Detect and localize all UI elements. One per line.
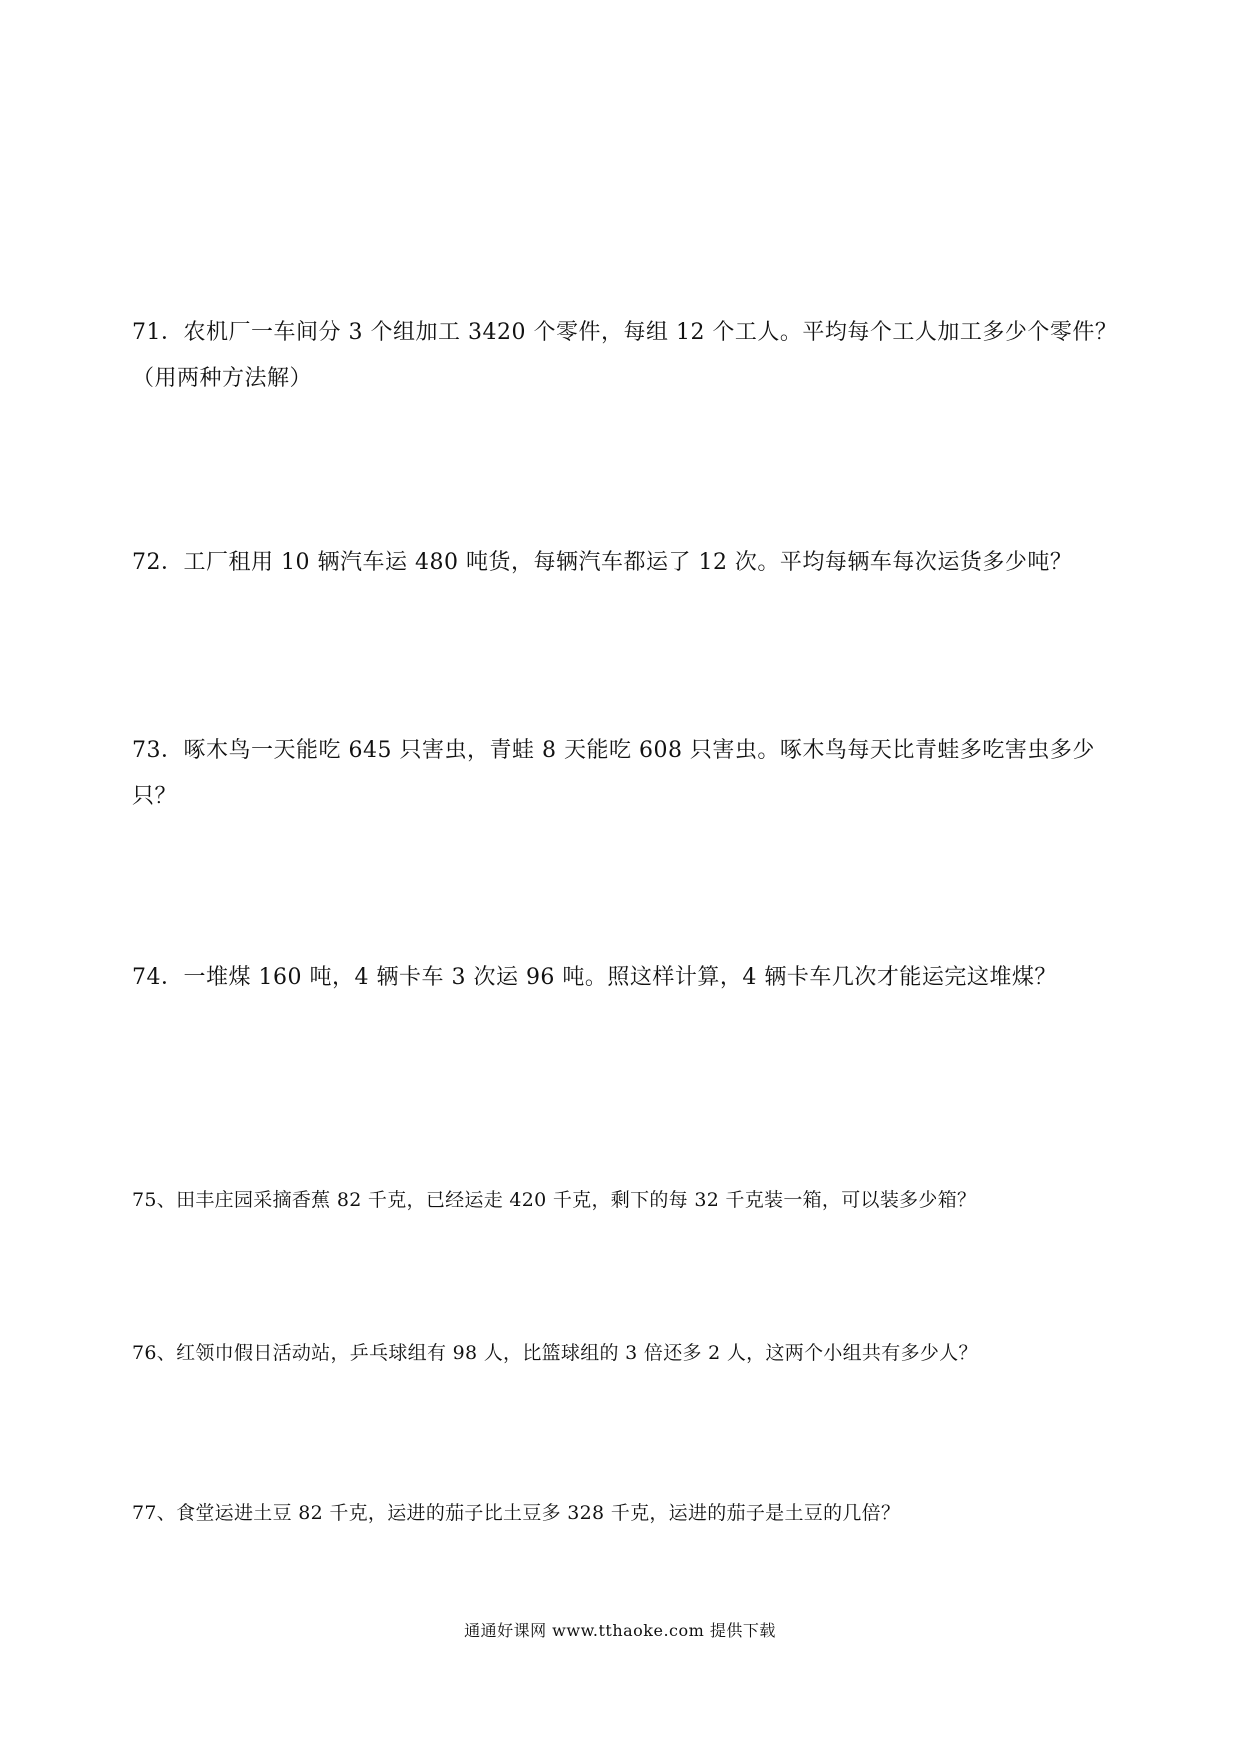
question-74: 74．一堆煤 160 吨，4 辆卡车 3 次运 96 吨。照这样计算，4 辆卡车几次才能运完这堆煤？ (132, 965, 1057, 990)
question-73: 73．啄木鸟一天能吃 645 只害虫，青蛙 8 天能吃 608 只害虫。啄木鸟每天比青蛙多吃害虫多少只？ (132, 738, 1095, 809)
question-77: 77、食堂运进土豆 82 千克，运进的茄子比土豆多 328 千克，运进的茄子是土豆的几倍？ (132, 1502, 901, 1524)
question-72: 72．工厂租用 10 辆汽车运 480 吨货，每辆汽车都运了 12 次。平均每辆车每次运货多少吨？ (132, 550, 1073, 575)
question-75: 75、田丰庄园采摘香蕉 82 千克，已经运走 420 千克，剩下的每 32 千克装一箱，可以装多少箱？ (132, 1189, 977, 1211)
page-footer: 通通好课网 www.tthaoke.com 提供下载 (464, 1621, 776, 1640)
question-76: 76、红领巾假日活动站，乒乓球组有 98 人，比篮球组的 3 倍还多 2 人，这两个小组共有多少人？ (132, 1342, 978, 1364)
question-71: 71．农机厂一车间分 3 个组加工 3420 个零件，每组 12 个工人。平均每个工人加工多少个零件？（用两种方法解） (132, 320, 1118, 391)
